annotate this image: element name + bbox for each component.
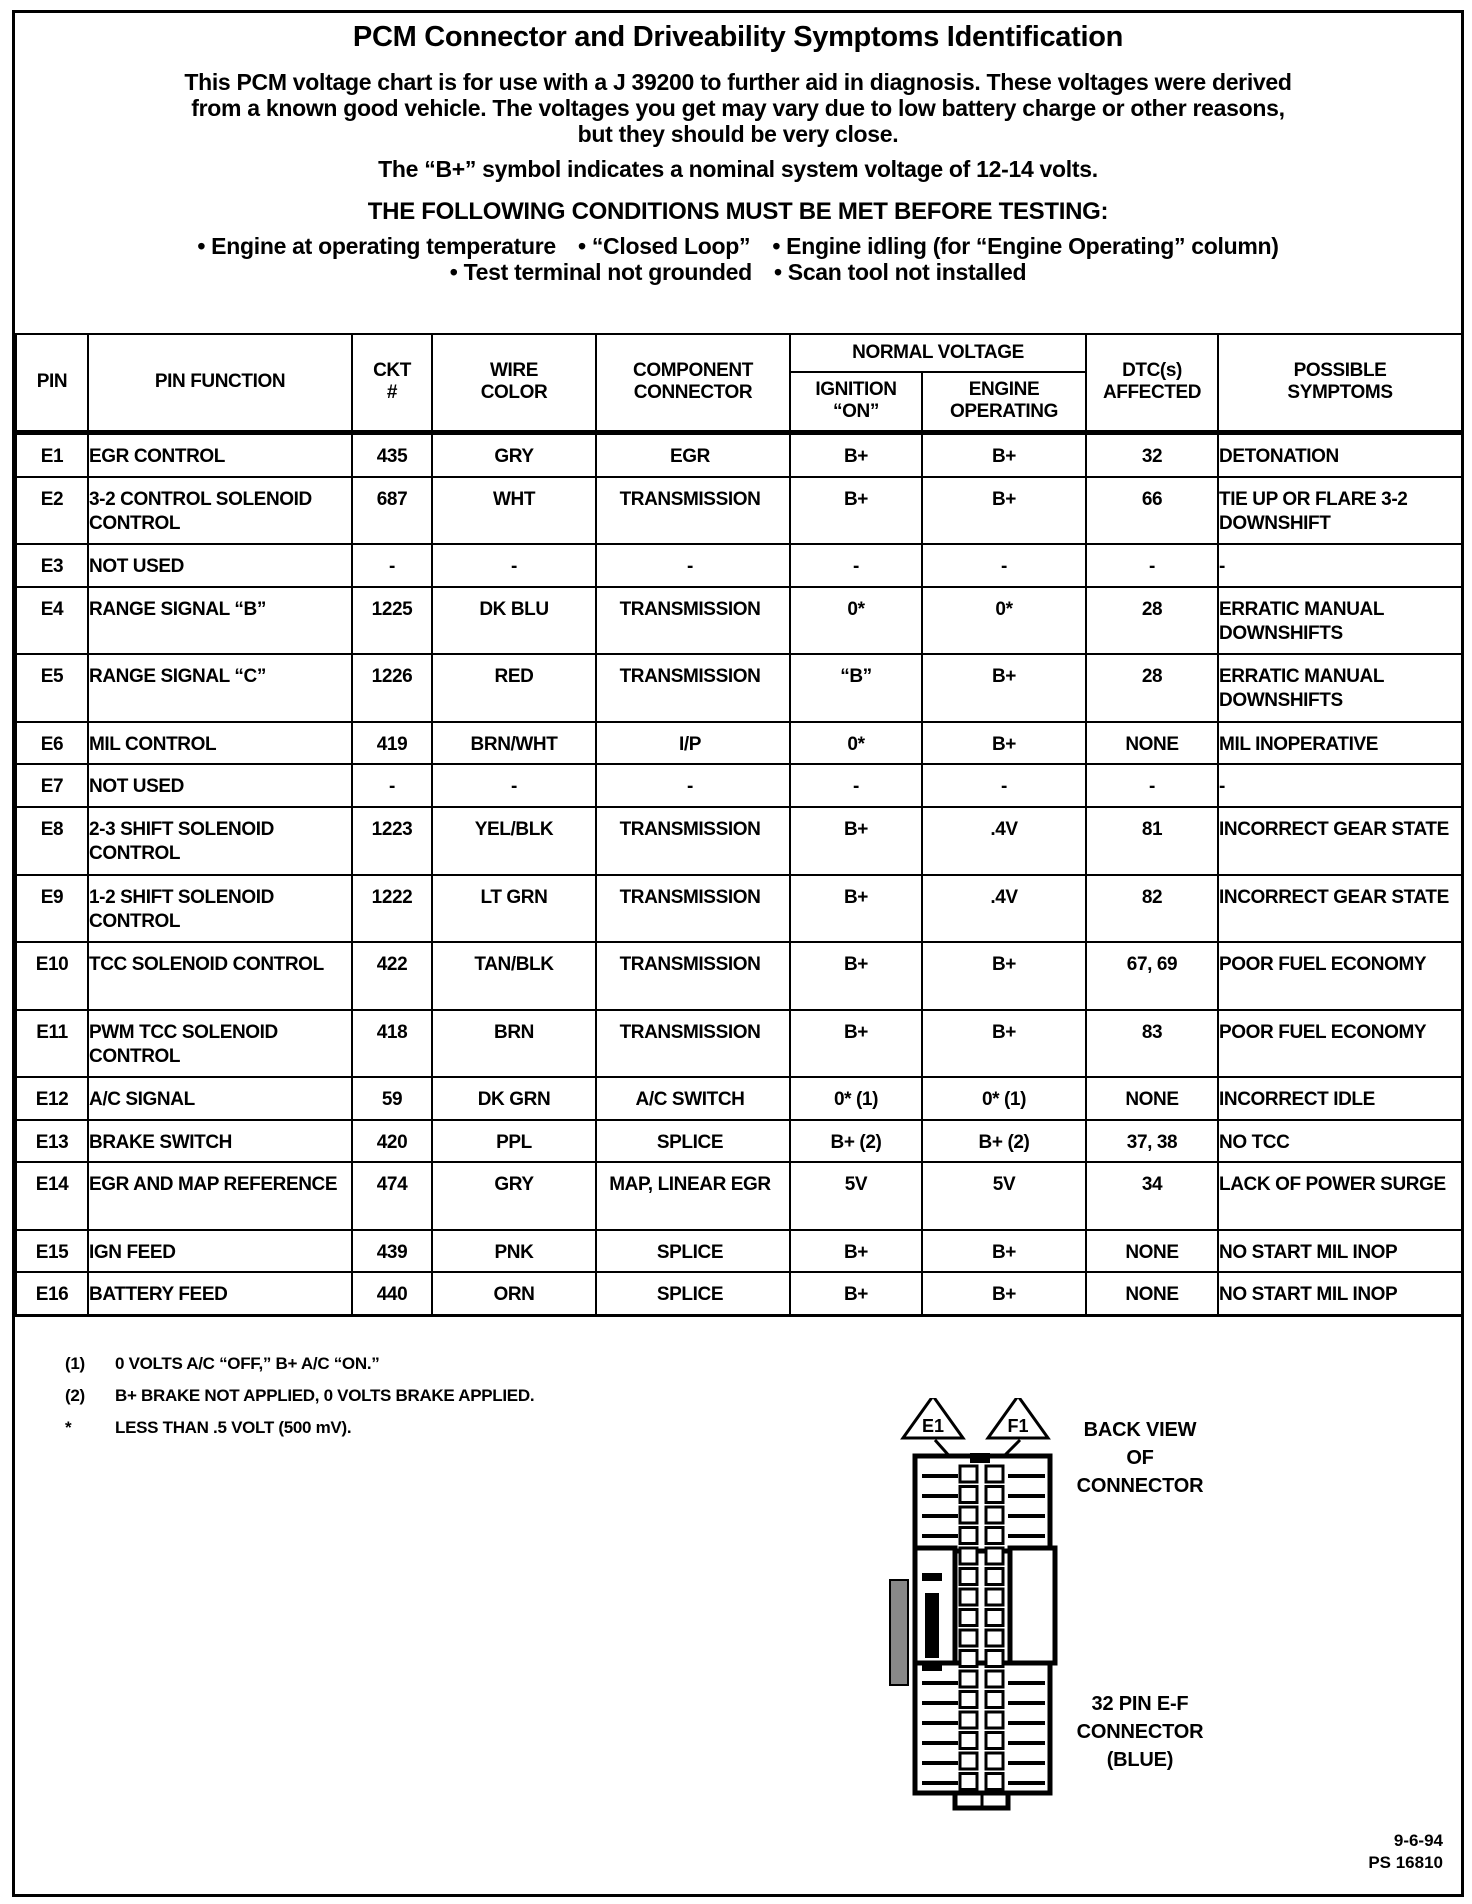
cell-component: MAP, LINEAR EGR [596,1162,790,1230]
cell-component: TRANSMISSION [596,587,790,654]
cell-pin-function: MIL CONTROL [88,722,352,764]
cell-pin-function: BRAKE SWITCH [88,1120,352,1162]
cell-pin: E15 [16,1230,88,1272]
page-title: PCM Connector and Driveability Symptoms Identification [352,21,1124,53]
cell-engine-operating: B+ [922,722,1086,764]
cell-symptoms: DETONATION [1218,432,1462,477]
cell-symptoms: POOR FUEL ECONOMY [1218,1010,1462,1077]
cell-component: SPLICE [596,1120,790,1162]
cell-component: A/C SWITCH [596,1077,790,1120]
cell-ignition-on: 0* (1) [790,1077,922,1120]
cell-engine-operating: .4V [922,875,1086,942]
cell-dtc: 34 [1086,1162,1218,1230]
cell-component: I/P [596,722,790,764]
cell-ignition-on: - [790,544,922,587]
cell-ckt: - [352,764,432,807]
cell-symptoms: LACK OF POWER SURGE [1218,1162,1462,1230]
cell-symptoms: POOR FUEL ECONOMY [1218,942,1462,1010]
cell-pin: E12 [16,1077,88,1120]
table-row [16,1077,1462,1120]
cell-wire-color: WHT [432,477,596,544]
connector-type-label: 32 PIN E-F CONNECTOR (BLUE) [1076,1693,1204,1771]
cell-pin: E16 [16,1272,88,1315]
cell-ignition-on: B+ [790,875,922,942]
cell-dtc: 37, 38 [1086,1120,1218,1162]
cell-component: TRANSMISSION [596,477,790,544]
cell-dtc: 82 [1086,875,1218,942]
cell-dtc: 32 [1086,432,1218,477]
cell-ignition-on: B+ [790,1010,922,1077]
cell-pin: E4 [16,587,88,654]
cell-engine-operating: B+ [922,477,1086,544]
table-row [16,1120,1462,1162]
cell-ckt: 1223 [352,807,432,875]
table-row [16,1272,1462,1315]
cell-ignition-on: B+ [790,1272,922,1315]
table-row [16,722,1462,764]
cell-wire-color: BRN/WHT [432,722,596,764]
connector-diagram [870,1398,1230,1868]
cell-pin: E9 [16,875,88,942]
cell-ckt: - [352,544,432,587]
col-header-symptoms: POSSIBLE SYMPTOMS [1218,334,1462,432]
cell-pin: E11 [16,1010,88,1077]
footnote: (2) B+ BRAKE NOT APPLIED, 0 VOLTS BRAKE APPLIED. [65,1386,535,1405]
back-view-label: BACK VIEW OF CONNECTOR [1076,1419,1204,1497]
table-row [16,764,1462,807]
col-header-wire-color: WIRE COLOR [432,334,596,432]
cell-component: SPLICE [596,1230,790,1272]
cell-dtc: NONE [1086,1230,1218,1272]
cell-wire-color: GRY [432,1162,596,1230]
cell-pin-function: 3-2 CONTROL SOLENOID CONTROL [88,477,352,544]
cell-ignition-on: “B” [790,654,922,722]
cell-engine-operating: B+ (2) [922,1120,1086,1162]
table-row [16,587,1462,654]
table-body [16,432,1462,1315]
cell-symptoms: - [1218,764,1462,807]
cell-wire-color: DK GRN [432,1077,596,1120]
col-header-dtc: DTC(s) AFFECTED [1086,334,1218,432]
cell-ckt: 440 [352,1272,432,1315]
cell-dtc: 81 [1086,807,1218,875]
cell-pin: E14 [16,1162,88,1230]
cell-dtc: NONE [1086,722,1218,764]
table-row [16,807,1462,875]
cell-ckt: 422 [352,942,432,1010]
cell-ignition-on: B+ [790,477,922,544]
cell-component: - [596,764,790,807]
cell-pin: E3 [16,544,88,587]
cell-ckt: 439 [352,1230,432,1272]
table-row [16,432,1462,477]
condition-item: • Engine idling (for “Engine Operating” column) [772,233,1279,259]
cell-pin-function: NOT USED [88,544,352,587]
cell-pin: E13 [16,1120,88,1162]
col-header-engine-operating: ENGINE OPERATING [922,372,1086,432]
cell-engine-operating: B+ [922,654,1086,722]
footnote: * LESS THAN .5 VOLT (500 mV). [65,1418,352,1437]
cell-component: EGR [596,432,790,477]
cell-wire-color: DK BLU [432,587,596,654]
col-header-pin: PIN [16,334,88,432]
cell-engine-operating: 0* (1) [922,1077,1086,1120]
col-header-ignition-on: IGNITION “ON” [790,372,922,432]
cell-pin-function: BATTERY FEED [88,1272,352,1315]
cell-pin-function: IGN FEED [88,1230,352,1272]
cell-pin: E8 [16,807,88,875]
cell-symptoms: MIL INOPERATIVE [1218,722,1462,764]
document-frame [12,10,1464,1897]
cell-component: SPLICE [596,1272,790,1315]
cell-symptoms: ERRATIC MANUAL DOWNSHIFTS [1218,587,1462,654]
cell-engine-operating: B+ [922,432,1086,477]
condition-item: • Scan tool not installed [773,259,1027,285]
cell-wire-color: RED [432,654,596,722]
cell-pin: E1 [16,432,88,477]
col-header-normal-voltage: NORMAL VOLTAGE [790,334,1086,372]
col-header-ckt: CKT # [352,334,432,432]
cell-pin-function: 1-2 SHIFT SOLENOID CONTROL [88,875,352,942]
cell-pin: E6 [16,722,88,764]
cell-pin-function: RANGE SIGNAL “C” [88,654,352,722]
svg-text:F1: F1 [1007,1416,1029,1436]
intro-paragraph: This PCM voltage chart is for use with a J 39200 to further aid in diagnosis. These voltages were derived from a known good vehicle. The voltages you get may vary due to low battery charge or other reasons, but they should be very close. [184,69,1292,147]
cell-symptoms: NO START MIL INOP [1218,1272,1462,1315]
conditions-list [15,233,1461,285]
cell-dtc: 28 [1086,587,1218,654]
cell-wire-color: PNK [432,1230,596,1272]
document-stamp [1368,1830,1443,1874]
cell-pin-function: PWM TCC SOLENOID CONTROL [88,1010,352,1077]
col-header-pin-function: PIN FUNCTION [88,334,352,432]
cell-ckt: 419 [352,722,432,764]
cell-dtc: NONE [1086,1272,1218,1315]
cell-wire-color: BRN [432,1010,596,1077]
cell-pin-function: NOT USED [88,764,352,807]
cell-ignition-on: B+ [790,432,922,477]
cell-pin-function: RANGE SIGNAL “B” [88,587,352,654]
cell-wire-color: PPL [432,1120,596,1162]
cell-component: TRANSMISSION [596,1010,790,1077]
cell-ckt: 59 [352,1077,432,1120]
cell-component: TRANSMISSION [596,654,790,722]
cell-engine-operating: - [922,764,1086,807]
cell-component: - [596,544,790,587]
cell-ignition-on: B+ [790,1230,922,1272]
condition-item: • “Closed Loop” [578,233,751,259]
cell-ckt: 435 [352,432,432,477]
col-header-component-connector: COMPONENT CONNECTOR [596,334,790,432]
cell-engine-operating: B+ [922,1272,1086,1315]
table-row [16,1162,1462,1230]
cell-pin-function: EGR CONTROL [88,432,352,477]
cell-ckt: 474 [352,1162,432,1230]
cell-symptoms: INCORRECT GEAR STATE [1218,807,1462,875]
cell-engine-operating: .4V [922,807,1086,875]
cell-component: TRANSMISSION [596,875,790,942]
cell-pin: E2 [16,477,88,544]
cell-ckt: 1225 [352,587,432,654]
cell-ckt: 1222 [352,875,432,942]
cell-ckt: 687 [352,477,432,544]
cell-symptoms: INCORRECT IDLE [1218,1077,1462,1120]
table-row [16,942,1462,1010]
cell-wire-color: GRY [432,432,596,477]
footnote: (1) 0 VOLTS A/C “OFF,” B+ A/C “ON.” [65,1354,380,1373]
cell-dtc: - [1086,544,1218,587]
cell-dtc: 66 [1086,477,1218,544]
cell-symptoms: ERRATIC MANUAL DOWNSHIFTS [1218,654,1462,722]
cell-ignition-on: 0* [790,722,922,764]
cell-pin: E7 [16,764,88,807]
cell-ckt: 1226 [352,654,432,722]
table-row [16,1010,1462,1077]
condition-item: • Engine at operating temperature [197,233,556,259]
cell-engine-operating: B+ [922,1230,1086,1272]
cell-pin: E10 [16,942,88,1010]
cell-symptoms: NO START MIL INOP [1218,1230,1462,1272]
cell-wire-color: LT GRN [432,875,596,942]
cell-pin-function: A/C SIGNAL [88,1077,352,1120]
table-row [16,875,1462,942]
cell-pin-function: 2-3 SHIFT SOLENOID CONTROL [88,807,352,875]
stamp-date: 9-6-94 [1393,1831,1443,1850]
cell-dtc: 83 [1086,1010,1218,1077]
table-row [16,1230,1462,1272]
cell-ckt: 418 [352,1010,432,1077]
cell-ignition-on: 0* [790,587,922,654]
cell-engine-operating: 5V [922,1162,1086,1230]
cell-wire-color: TAN/BLK [432,942,596,1010]
cell-engine-operating: B+ [922,1010,1086,1077]
cell-ignition-on: - [790,764,922,807]
cell-wire-color: ORN [432,1272,596,1315]
cell-pin-function: TCC SOLENOID CONTROL [88,942,352,1010]
cell-ignition-on: B+ [790,942,922,1010]
cell-ignition-on: B+ [790,807,922,875]
cell-ckt: 420 [352,1120,432,1162]
svg-text:E1: E1 [921,1416,945,1436]
pcm-voltage-table [15,333,1463,1317]
stamp-ref: PS 16810 [1368,1853,1443,1872]
cell-symptoms: TIE UP OR FLARE 3-2 DOWNSHIFT [1218,477,1462,544]
cell-ignition-on: 5V [790,1162,922,1230]
cell-symptoms: INCORRECT GEAR STATE [1218,875,1462,942]
cell-wire-color: - [432,764,596,807]
cell-pin-function: EGR AND MAP REFERENCE [88,1162,352,1230]
conditions-heading: THE FOLLOWING CONDITIONS MUST BE MET BEFORE TESTING: [367,198,1109,225]
cell-dtc: - [1086,764,1218,807]
footnotes [65,1348,534,1444]
cell-engine-operating: B+ [922,942,1086,1010]
table-row [16,544,1462,587]
cell-engine-operating: - [922,544,1086,587]
cell-pin: E5 [16,654,88,722]
cell-component: TRANSMISSION [596,807,790,875]
cell-wire-color: - [432,544,596,587]
bplus-note: The “B+” symbol indicates a nominal system voltage of 12-14 volts. [378,156,1098,182]
cell-dtc: NONE [1086,1077,1218,1120]
cell-ignition-on: B+ (2) [790,1120,922,1162]
table-row [16,654,1462,722]
cell-component: TRANSMISSION [596,942,790,1010]
cell-dtc: 67, 69 [1086,942,1218,1010]
cell-symptoms: - [1218,544,1462,587]
condition-item: • Test terminal not grounded [449,259,752,285]
cell-dtc: 28 [1086,654,1218,722]
cell-engine-operating: 0* [922,587,1086,654]
table-row [16,477,1462,544]
cell-wire-color: YEL/BLK [432,807,596,875]
cell-symptoms: NO TCC [1218,1120,1462,1162]
